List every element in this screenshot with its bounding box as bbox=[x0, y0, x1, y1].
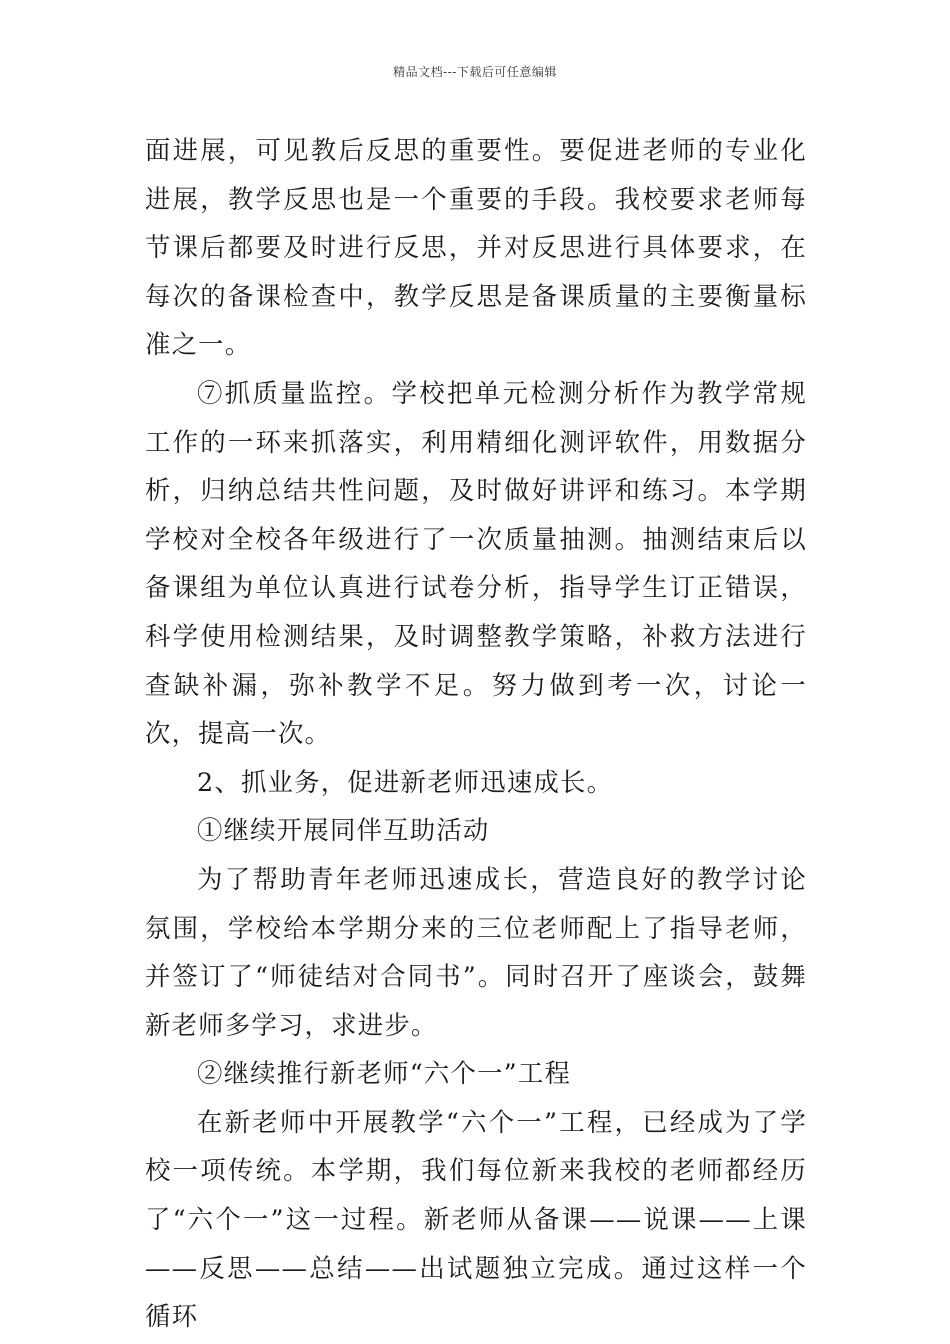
page-header: 精品文档---下载后可任意编辑 bbox=[393, 65, 557, 79]
subheading-peer-support: ①继续开展同伴互助活动 bbox=[197, 815, 490, 846]
paragraph-reflection: 面进展，可见教后反思的重要性。要促进老师的专业化进展，教学反思也是一个重要的手段。我校要求老师每节课后都要及时进行反思，并对反思进行具体要求，在每次的备课检查中，教学反思是备课质量的主要衡量标准之一。 bbox=[145, 135, 807, 360]
subheading-six-ones: ②继续推行新老师“六个一”工程 bbox=[197, 1058, 572, 1089]
section-heading-new-teachers: 2、抓业务，促进新老师迅速成长。 bbox=[197, 766, 614, 797]
paragraph-mentoring: 为了帮助青年老师迅速成长，营造良好的教学讨论氛围，学校给本学期分来的三位老师配上了指导老师，并签订了“师徒结对合同书”。同时召开了座谈会，鼓舞新老师多学习，求进步。 bbox=[145, 863, 807, 1040]
document-body bbox=[145, 126, 807, 1341]
paragraph-quality-monitoring: ⑦抓质量监控。学校把单元检测分析作为教学常规工作的一环来抓落实，利用精细化测评软件，用数据分析，归纳总结共性问题，及时做好讲评和练习。本学期学校对全校各年级进行了一次质量抽测。抽测结束后以备课组为单位认真进行试卷分析，指导学生订正错误，科学使用检测结果，及时调整教学策略，补救方法进行查缺补漏，弥补教学不足。努力做到考一次，讨论一次，提高一次。 bbox=[145, 377, 807, 749]
paragraph-six-ones: 在新老师中开展教学“六个一”工程，已经成为了学校一项传统。本学期，我们每位新来我校的老师都经历了“六个一”这一过程。新老师从备课——说课——上课——反思——总结——出试题独立完成。通过这样一个循环 bbox=[145, 1106, 807, 1332]
